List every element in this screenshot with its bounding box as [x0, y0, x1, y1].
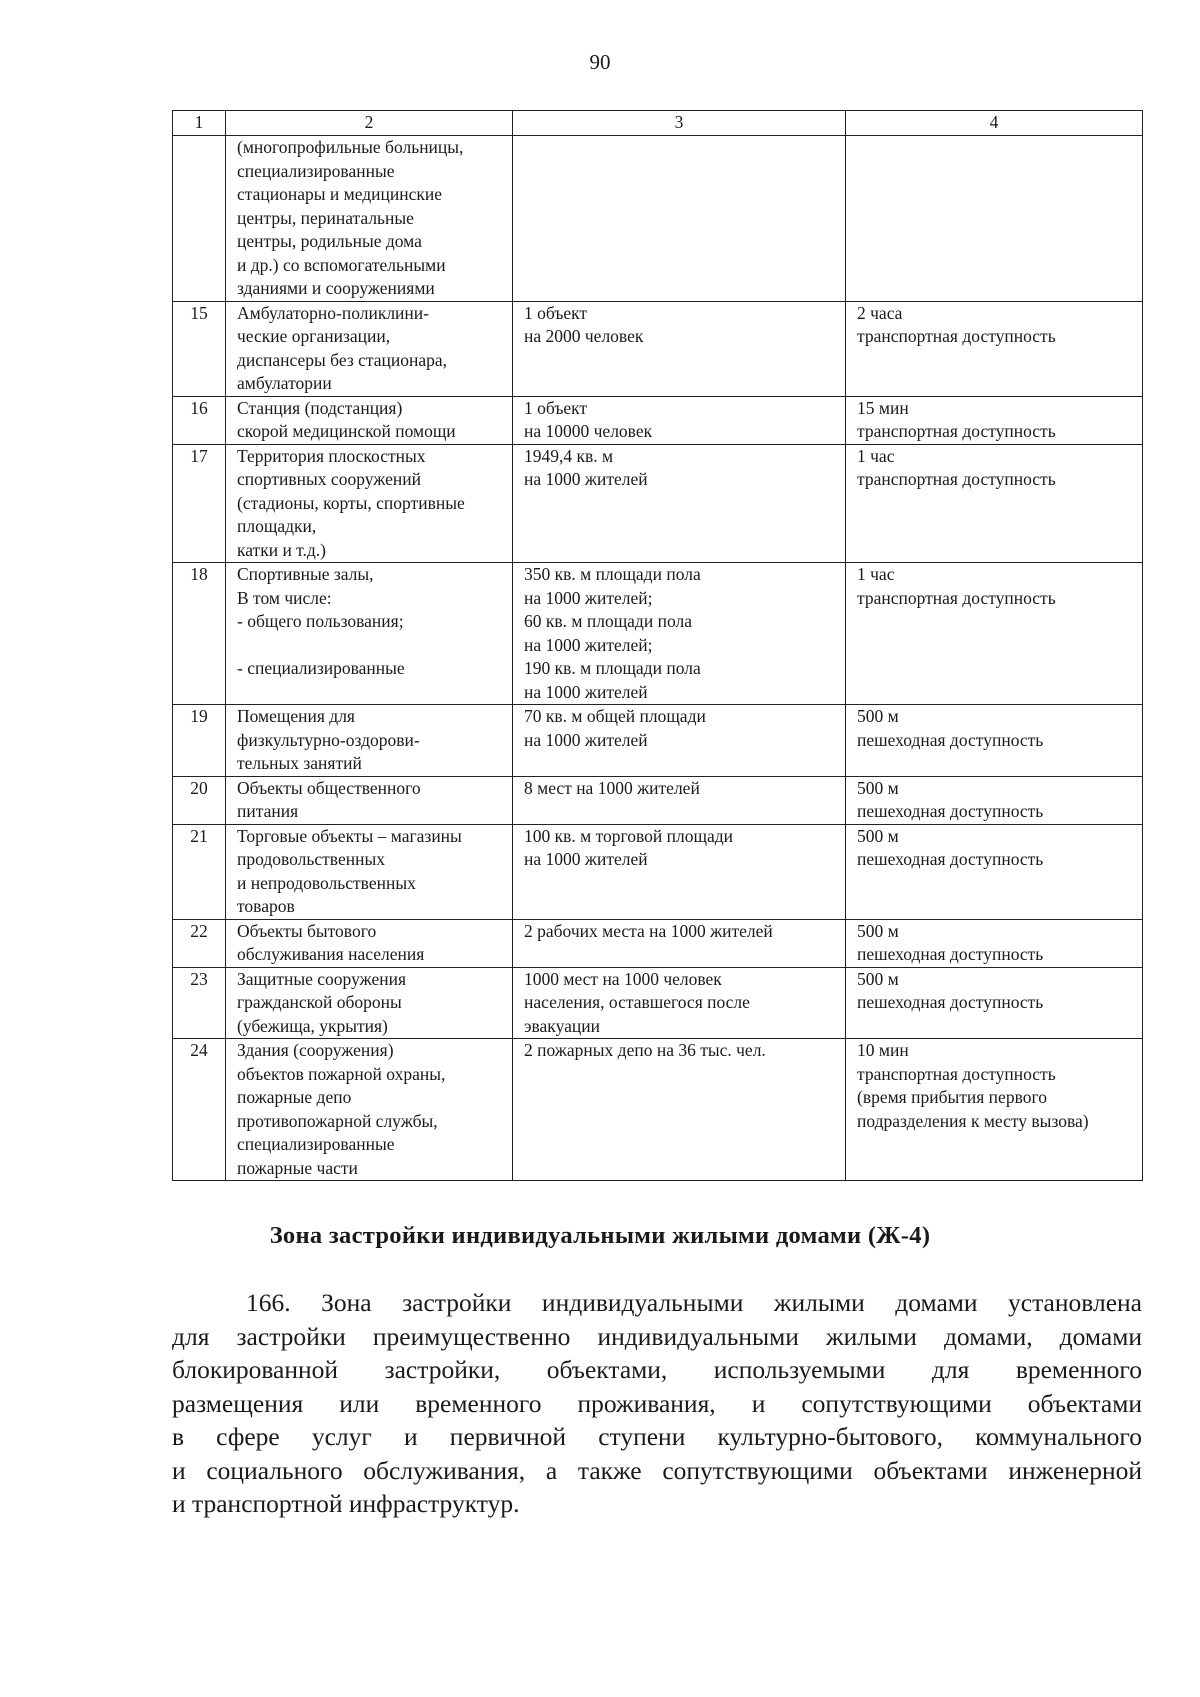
header-col-4: 4	[846, 111, 1143, 136]
cell-line: 70 кв. м общей площади	[524, 706, 706, 726]
table-header-row	[173, 111, 1143, 136]
page-number: 90	[589, 50, 611, 74]
table-row	[173, 563, 1143, 705]
header-col-3: 3	[513, 111, 846, 136]
object-name-cell	[226, 301, 513, 396]
cell-line: спортивных сооружений	[237, 469, 421, 489]
cell-line: центры, перинатальные	[237, 207, 414, 228]
cell-line: специализированные	[237, 160, 395, 181]
table-row	[173, 776, 1143, 824]
cell-line: 10 мин	[857, 1040, 909, 1060]
cell-line: транспортная доступность	[857, 326, 1056, 346]
cell-line: Помещения для	[237, 706, 355, 726]
row-number: 23	[173, 967, 226, 1039]
cell-line: на 1000 жителей;	[524, 587, 653, 608]
cell-line: 2 часа	[857, 302, 903, 323]
accessibility-cell	[846, 967, 1143, 1039]
table-row	[173, 967, 1143, 1039]
cell-line: 1 объект	[524, 397, 588, 418]
accessibility-cell	[846, 1039, 1143, 1181]
cell-line: обслуживания населения	[237, 944, 425, 964]
cell-line: Здания (сооружения)	[237, 1040, 394, 1060]
header-col-2: 2	[226, 111, 513, 136]
cell-line: 1949,4 кв. м	[524, 445, 614, 466]
cell-line: транспортная доступность	[857, 1063, 1056, 1084]
table-row	[173, 919, 1143, 967]
object-name-cell	[226, 444, 513, 563]
cell-line: противопожарной службы,	[237, 1110, 438, 1131]
cell-line: 60 кв. м площади пола	[524, 611, 692, 631]
paragraph-line: блокированной застройки, объектами, используемыми для временного	[172, 1355, 1142, 1384]
row-number: 21	[173, 824, 226, 919]
cell-line: Станция (подстанция)	[237, 397, 403, 418]
cell-line: (время прибытия первого	[857, 1087, 1047, 1107]
cell-line: 1000 мест на 1000 человек	[524, 968, 722, 989]
cell-line: (многопрофильные больницы,	[237, 137, 464, 157]
cell-line: стационары и медицинские	[237, 184, 443, 204]
cell-line: пешеходная доступность	[857, 849, 1044, 869]
cell-line: площадки,	[237, 516, 317, 536]
cell-line: пешеходная доступность	[857, 801, 1044, 821]
cell-line: центры, родильные дома	[237, 231, 422, 251]
cell-line: продовольственных	[237, 849, 385, 869]
paragraph-line: и транспортной инфраструктур.	[172, 1489, 520, 1518]
cell-line: эвакуации	[524, 1015, 600, 1036]
object-name-cell	[226, 1039, 513, 1181]
cell-line: пешеходная доступность	[857, 944, 1044, 964]
cell-line: 190 кв. м площади пола	[524, 658, 701, 678]
cell-line: - общего пользования;	[237, 611, 404, 631]
cell-line: В том числе:	[237, 587, 332, 608]
row-number: 19	[173, 705, 226, 777]
table-row	[173, 396, 1143, 444]
cell-line: пешеходная доступность	[857, 729, 1044, 750]
cell-line: на 1000 жителей;	[524, 634, 653, 655]
object-name-cell	[226, 136, 513, 302]
accessibility-cell	[846, 444, 1143, 563]
cell-line: питания	[237, 801, 299, 821]
object-name-cell	[226, 705, 513, 777]
paragraph-line: для застройки преимущественно индивидуальными жилыми домами, домами	[172, 1321, 1142, 1351]
accessibility-cell	[846, 301, 1143, 396]
cell-line: пешеходная доступность	[857, 992, 1044, 1012]
row-number: 18	[173, 563, 226, 705]
cell-line: Амбулаторно-поликлини-	[237, 302, 429, 323]
capacity-cell	[513, 824, 846, 919]
cell-line: амбулатории	[237, 373, 332, 393]
cell-line: товаров	[237, 896, 295, 916]
header-col-1: 1	[173, 111, 226, 136]
row-number: 24	[173, 1039, 226, 1181]
object-name-cell	[226, 967, 513, 1039]
table-body	[173, 136, 1143, 1181]
cell-line: Объекты общественного	[237, 777, 421, 798]
cell-line: 1 час	[857, 564, 895, 584]
zone-description-paragraph	[172, 1286, 1142, 1521]
norms-table	[172, 110, 1143, 1181]
row-number	[173, 136, 226, 302]
cell-line: 2 рабочих места на 1000 жителей	[524, 920, 773, 941]
cell-line: тельных занятий	[237, 753, 362, 773]
cell-line: 500 м	[857, 777, 899, 798]
cell-line: и др.) со вспомогательными	[237, 254, 446, 275]
capacity-cell	[513, 563, 846, 705]
row-number: 20	[173, 776, 226, 824]
cell-line: Территория плоскостных	[237, 445, 426, 466]
cell-line: Защитные сооружения	[237, 968, 407, 989]
cell-line: 2 пожарных депо на 36 тыс. чел.	[524, 1040, 766, 1060]
accessibility-cell	[846, 563, 1143, 705]
cell-line: 500 м	[857, 968, 899, 989]
cell-line: на 1000 жителей	[524, 729, 648, 750]
accessibility-cell	[846, 705, 1143, 777]
cell-line: диспансеры без стационара,	[237, 349, 448, 370]
accessibility-cell	[846, 136, 1143, 302]
cell-line: 500 м	[857, 825, 899, 846]
table-row	[173, 1039, 1143, 1181]
cell-line: 1 час	[857, 445, 895, 466]
capacity-cell	[513, 444, 846, 563]
capacity-cell	[513, 301, 846, 396]
cell-line: (убежища, укрытия)	[237, 1015, 388, 1036]
cell-line: транспортная доступность	[857, 469, 1056, 489]
object-name-cell	[226, 776, 513, 824]
table-row	[173, 705, 1143, 777]
row-number: 15	[173, 301, 226, 396]
capacity-cell	[513, 776, 846, 824]
object-name-cell	[226, 396, 513, 444]
capacity-cell	[513, 396, 846, 444]
cell-line: 1 объект	[524, 302, 588, 323]
cell-line: транспортная доступность	[857, 421, 1056, 441]
cell-line: 500 м	[857, 706, 899, 726]
cell-line: зданиями и сооружениями	[237, 278, 435, 298]
cell-line: катки и т.д.)	[237, 539, 326, 560]
row-number: 16	[173, 396, 226, 444]
row-number: 22	[173, 919, 226, 967]
cell-line: физкультурно-оздорови-	[237, 729, 420, 750]
cell-line: 100 кв. м торговой площади	[524, 825, 733, 846]
table-row	[173, 444, 1143, 563]
paragraph-line: 166. Зона застройки индивидуальными жилыми домами установлена	[246, 1288, 1142, 1317]
cell-line: 15 мин	[857, 397, 909, 418]
paragraph-line: и социального обслуживания, а также сопутствующими объектами инженерной	[172, 1455, 1142, 1485]
accessibility-cell	[846, 396, 1143, 444]
capacity-cell	[513, 919, 846, 967]
cell-line: пожарные части	[237, 1157, 358, 1178]
cell-line: на 1000 жителей	[524, 849, 648, 869]
capacity-cell	[513, 1039, 846, 1181]
cell-line: пожарные депо	[237, 1087, 352, 1107]
cell-line: 8 мест на 1000 жителей	[524, 777, 700, 798]
object-name-cell	[226, 563, 513, 705]
table-row	[173, 136, 1143, 302]
cell-line: подразделения к месту вызова)	[857, 1110, 1089, 1131]
cell-line: и непродовольственных	[237, 872, 416, 893]
cell-line: скорой медицинской помощи	[237, 421, 456, 441]
cell-line	[237, 634, 502, 658]
cell-line: на 10000 человек	[524, 421, 653, 441]
accessibility-cell	[846, 776, 1143, 824]
cell-line: 350 кв. м площади пола	[524, 564, 701, 584]
cell-line: Спортивные залы,	[237, 564, 374, 584]
section-title: Зона застройки индивидуальными жилыми домами (Ж-4)	[269, 1222, 931, 1249]
table-row	[173, 301, 1143, 396]
object-name-cell	[226, 919, 513, 967]
object-name-cell	[226, 824, 513, 919]
cell-line: Торговые объекты – магазины	[237, 825, 462, 846]
cell-line: (стадионы, корты, спортивные	[237, 492, 465, 513]
cell-line: специализированные	[237, 1134, 395, 1154]
cell-line: на 2000 человек	[524, 326, 644, 346]
capacity-cell	[513, 136, 846, 302]
cell-line: на 1000 жителей	[524, 469, 648, 489]
cell-line: Объекты бытового	[237, 920, 377, 941]
cell-line: на 1000 жителей	[524, 681, 648, 702]
paragraph-line: в сфере услуг и первичной ступени культурно-бытового, коммунального	[172, 1422, 1142, 1451]
cell-line: - специализированные	[237, 658, 405, 678]
cell-line: ческие организации,	[237, 326, 391, 346]
capacity-cell	[513, 705, 846, 777]
table-row	[173, 824, 1143, 919]
capacity-cell	[513, 967, 846, 1039]
cell-line: 500 м	[857, 920, 899, 941]
cell-line: гражданской обороны	[237, 992, 402, 1012]
accessibility-cell	[846, 919, 1143, 967]
accessibility-cell	[846, 824, 1143, 919]
paragraph-line: размещения или временного проживания, и сопутствующими объектами	[172, 1388, 1142, 1418]
cell-line: объектов пожарной охраны,	[237, 1063, 446, 1084]
cell-line: населения, оставшегося после	[524, 992, 750, 1012]
row-number: 17	[173, 444, 226, 563]
cell-line: транспортная доступность	[857, 587, 1056, 608]
